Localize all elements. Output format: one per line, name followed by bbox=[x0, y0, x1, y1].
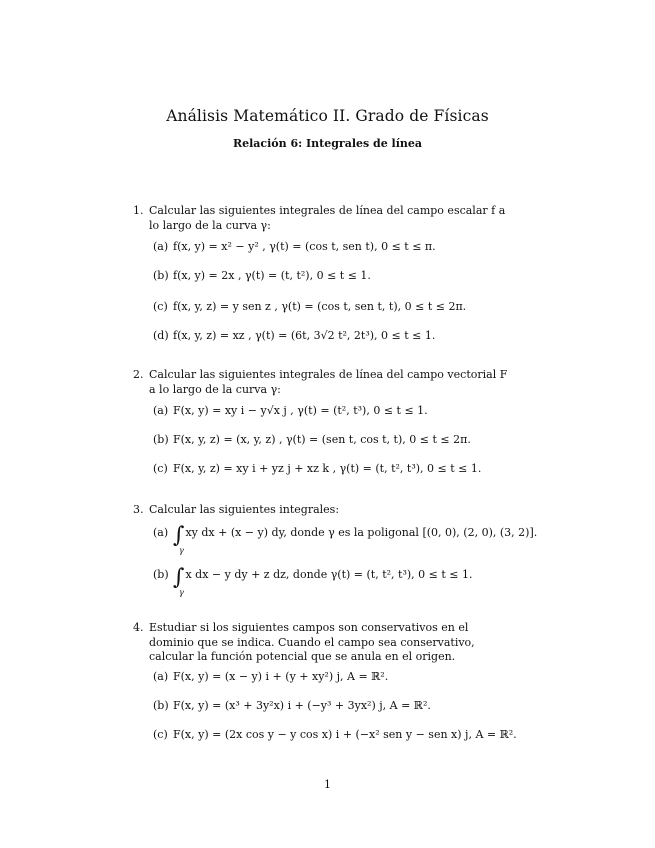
item-expression: x dx − y dy + z dz, donde γ(t) = (t, t², t³), 0 ≤ t ≤ 1. bbox=[185, 568, 473, 581]
item-expression: F(x, y) = (2x cos y − y cos x) i + (−x² sen y − sen x) j, A = ℝ². bbox=[173, 728, 517, 741]
problem-number: 1. bbox=[133, 204, 144, 217]
problem-number: 2. bbox=[133, 368, 144, 381]
problem-item bbox=[153, 300, 466, 313]
document-subtitle: Relación 6: Integrales de línea bbox=[232, 137, 423, 150]
problem-item bbox=[153, 523, 538, 555]
problem-number: 3. bbox=[133, 503, 144, 516]
integral-subscript: γ bbox=[179, 546, 184, 555]
item-label: (a) bbox=[153, 240, 169, 253]
item-label: (a) bbox=[153, 404, 169, 417]
problem-1 bbox=[133, 204, 513, 342]
problem-item bbox=[153, 433, 471, 446]
problem-item bbox=[153, 269, 371, 282]
item-label: (c) bbox=[153, 728, 168, 741]
item-expression: F(x, y, z) = xy i + yz j + xz k , γ(t) = (t, t², t³), 0 ≤ t ≤ 1. bbox=[173, 462, 482, 475]
problem-statement: Calcular las siguientes integrales: bbox=[149, 503, 340, 516]
integral-sign: ∫ γ bbox=[173, 565, 185, 597]
item-label: (a) bbox=[153, 670, 169, 683]
document-title: Análisis Matemático II. Grado de Físicas bbox=[166, 107, 489, 125]
problem-statement: Estudiar si los siguientes campos son conservativos en el dominio que se indica. Cuando el campo sea conservativo, calcular la función potencial que se anula en el origen. bbox=[149, 621, 475, 663]
item-label: (c) bbox=[153, 462, 168, 475]
problem-item bbox=[153, 670, 388, 683]
item-label: (b) bbox=[153, 269, 169, 282]
item-label: (b) bbox=[153, 699, 169, 712]
item-expression: f(x, y) = x² − y² , γ(t) = (cos t, sen t), 0 ≤ t ≤ π. bbox=[173, 240, 436, 253]
item-label: (b) bbox=[153, 433, 169, 446]
item-label: (a) bbox=[153, 526, 169, 539]
item-expression: xy dx + (x − y) dy, donde γ es la poligonal [(0, 0), (2, 0), (3, 2)]. bbox=[185, 526, 538, 539]
problem-4 bbox=[133, 621, 517, 741]
item-expression: F(x, y) = (x³ + 3y²x) i + (−y³ + 3yx²) j, A = ℝ². bbox=[173, 699, 431, 712]
problem-statement: Calcular las siguientes integrales de línea del campo escalar f a lo largo de la curva γ: bbox=[149, 204, 506, 232]
problem-2 bbox=[133, 368, 513, 475]
integral-subscript: γ bbox=[179, 588, 184, 597]
item-label: (c) bbox=[153, 300, 168, 313]
problem-item bbox=[153, 240, 436, 253]
item-label: (b) bbox=[153, 568, 169, 581]
item-expression: f(x, y, z) = y sen z , γ(t) = (cos t, sen t, t), 0 ≤ t ≤ 2π. bbox=[173, 300, 467, 313]
item-label: (d) bbox=[153, 329, 169, 342]
problem-3 bbox=[133, 503, 538, 597]
item-expression: F(x, y) = xy i − y√x j , γ(t) = (t², t³), 0 ≤ t ≤ 1. bbox=[173, 404, 428, 417]
problem-item bbox=[153, 329, 435, 342]
problem-item bbox=[153, 404, 428, 417]
item-expression: F(x, y, z) = (x, y, z) , γ(t) = (sen t, cos t, t), 0 ≤ t ≤ 2π. bbox=[173, 433, 471, 446]
item-expression: f(x, y) = 2x , γ(t) = (t, t²), 0 ≤ t ≤ 1. bbox=[173, 269, 371, 282]
problem-number: 4. bbox=[133, 621, 144, 634]
page-number: 1 bbox=[324, 778, 331, 791]
problem-item bbox=[153, 462, 481, 475]
problem-item bbox=[153, 565, 473, 597]
problem-item bbox=[153, 728, 517, 741]
integral-sign: ∫ γ bbox=[173, 523, 185, 555]
problem-statement: Calcular las siguientes integrales de línea del campo vectorial F a lo largo de la curva γ: bbox=[149, 368, 508, 396]
item-expression: f(x, y, z) = xz , γ(t) = (6t, 3√2 t², 2t³), 0 ≤ t ≤ 1. bbox=[173, 329, 436, 342]
problem-item bbox=[153, 699, 431, 712]
item-expression: F(x, y) = (x − y) i + (y + xy²) j, A = ℝ². bbox=[173, 670, 389, 683]
